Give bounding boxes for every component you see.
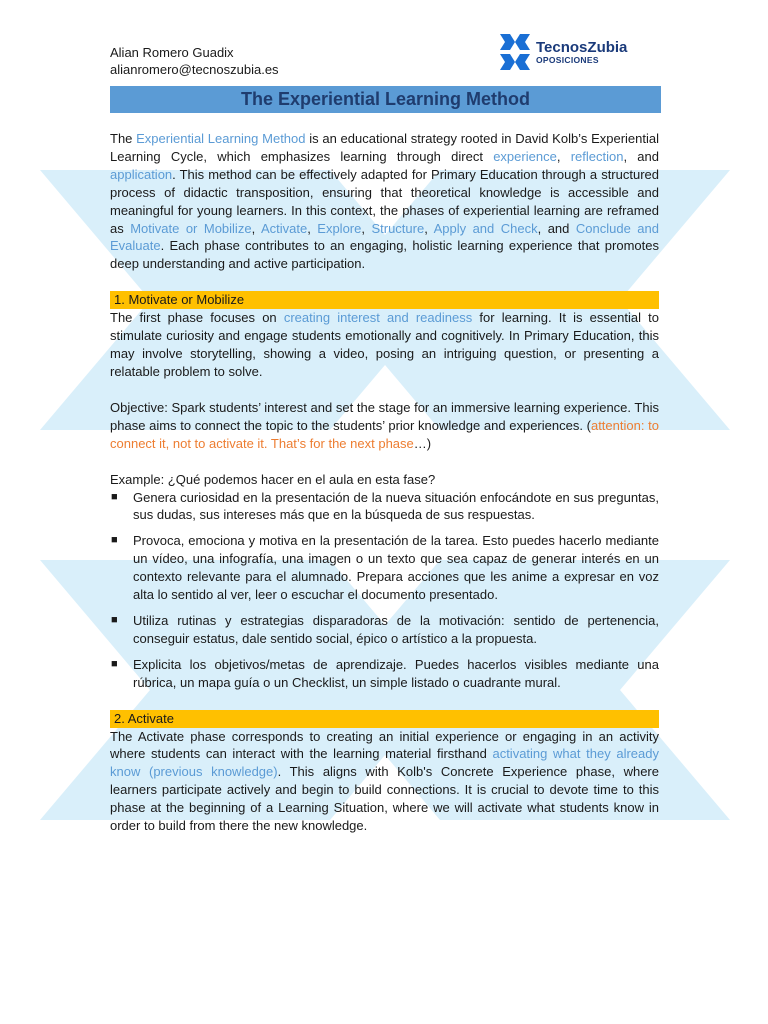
logo-subtitle: OPOSICIONES [536,54,599,65]
page-title: The Experiential Learning Method [110,86,661,113]
example-label: Example: ¿Qué podemos hacer en el aula en esta fase? [110,471,436,487]
tecnoszubia-logo-icon [500,34,530,70]
tecnoszubia-logo [500,34,627,70]
list-item: ■ Provoca, emociona y motiva en la presentación de la tarea. Esto puedes hacerlo mediante un vídeo, una infografía, una imagen o un texto que sea capaz de generar interés en un contexto relevante para el alumnado. Prepara acciones que les anime a expresar en voz alta lo sentido al ver, leer o escuchar el documento presentado. [111,533,659,603]
section-heading-activate: 2. Activate [110,710,659,728]
document-body [110,130,659,835]
example-bullet-list [110,489,659,692]
motivate-paragraph: The first phase focuses on creating interest and readiness for learning. It is essential to stimulate curiosity and engage students emotionally and cognitively. In Primary Education, this may involve storytelling, showing a video, posing an intriguing question, or presenting a relatable problem to solve. [110,310,659,379]
activate-paragraph: The Activate phase corresponds to creating an initial experience or engaging in an activity where students can interact with the learning material firsthand activating what they already know (previous knowledge). This aligns with Kolb's Concrete Experience phase, where learners participate actively and begin to build connections. It is crucial to devote time to this phase at the beginning of a Learning Situation, where we will activate what students know in order to build from there the new knowledge. [110,728,659,834]
square-bullet-icon: ■ [111,613,118,626]
author-email: alianromero@tecnoszubia.es [110,62,279,77]
square-bullet-icon: ■ [111,490,118,503]
square-bullet-icon: ■ [111,534,118,547]
author-info [110,44,279,78]
list-item: ■ Genera curiosidad en la presentación de la nueva situación enfocándote en sus preguntas, sus dudas, sus intereses más que en la búsqueda de sus respuestas. [111,489,659,523]
list-item: ■ Utiliza rutinas y estrategias disparadoras de la motivación: sentido de pertenencia, conseguir estatus, dale sentido social, épico o artístico a la propuesta. [111,612,659,646]
logo-name: TecnosZubia [536,38,628,56]
section-heading-motivate: 1. Motivate or Mobilize [110,291,659,309]
square-bullet-icon: ■ [111,657,118,670]
intro-paragraph: The Experiential Learning Method is an educational strategy rooted in David Kolb’s Experiential Learning Cycle, which emphasizes learning through direct experience, reflection, and application. This method can be effectively adapted for Primary Education through a structured process of didactic transposition, ensuring that theoretical knowledge is accessible and meaningful for young learners. In this context, the phases of experiential learning are reframed as Motivate or Mobilize, Activate, Explore, Structure, Apply and Check, and Conclude and Evaluate. Each phase contributes to an engaging, holistic learning experience that promotes deep understanding and active participation. [110,131,659,272]
author-name: Alian Romero Guadix [110,45,234,60]
objective-paragraph: Objective: Spark students’ interest and set the stage for an immersive learning experience. This phase aims to connect the topic to the students’ prior knowledge and experiences. (attention: to connect it, not to activate it. That’s for the next phase…) [110,399,659,451]
list-item: ■ Explicita los objetivos/metas de aprendizaje. Puedes hacerlos visibles mediante una rúbrica, un mapa guía o un Checklist, un simple listado o cuadrante mural. [111,656,659,690]
